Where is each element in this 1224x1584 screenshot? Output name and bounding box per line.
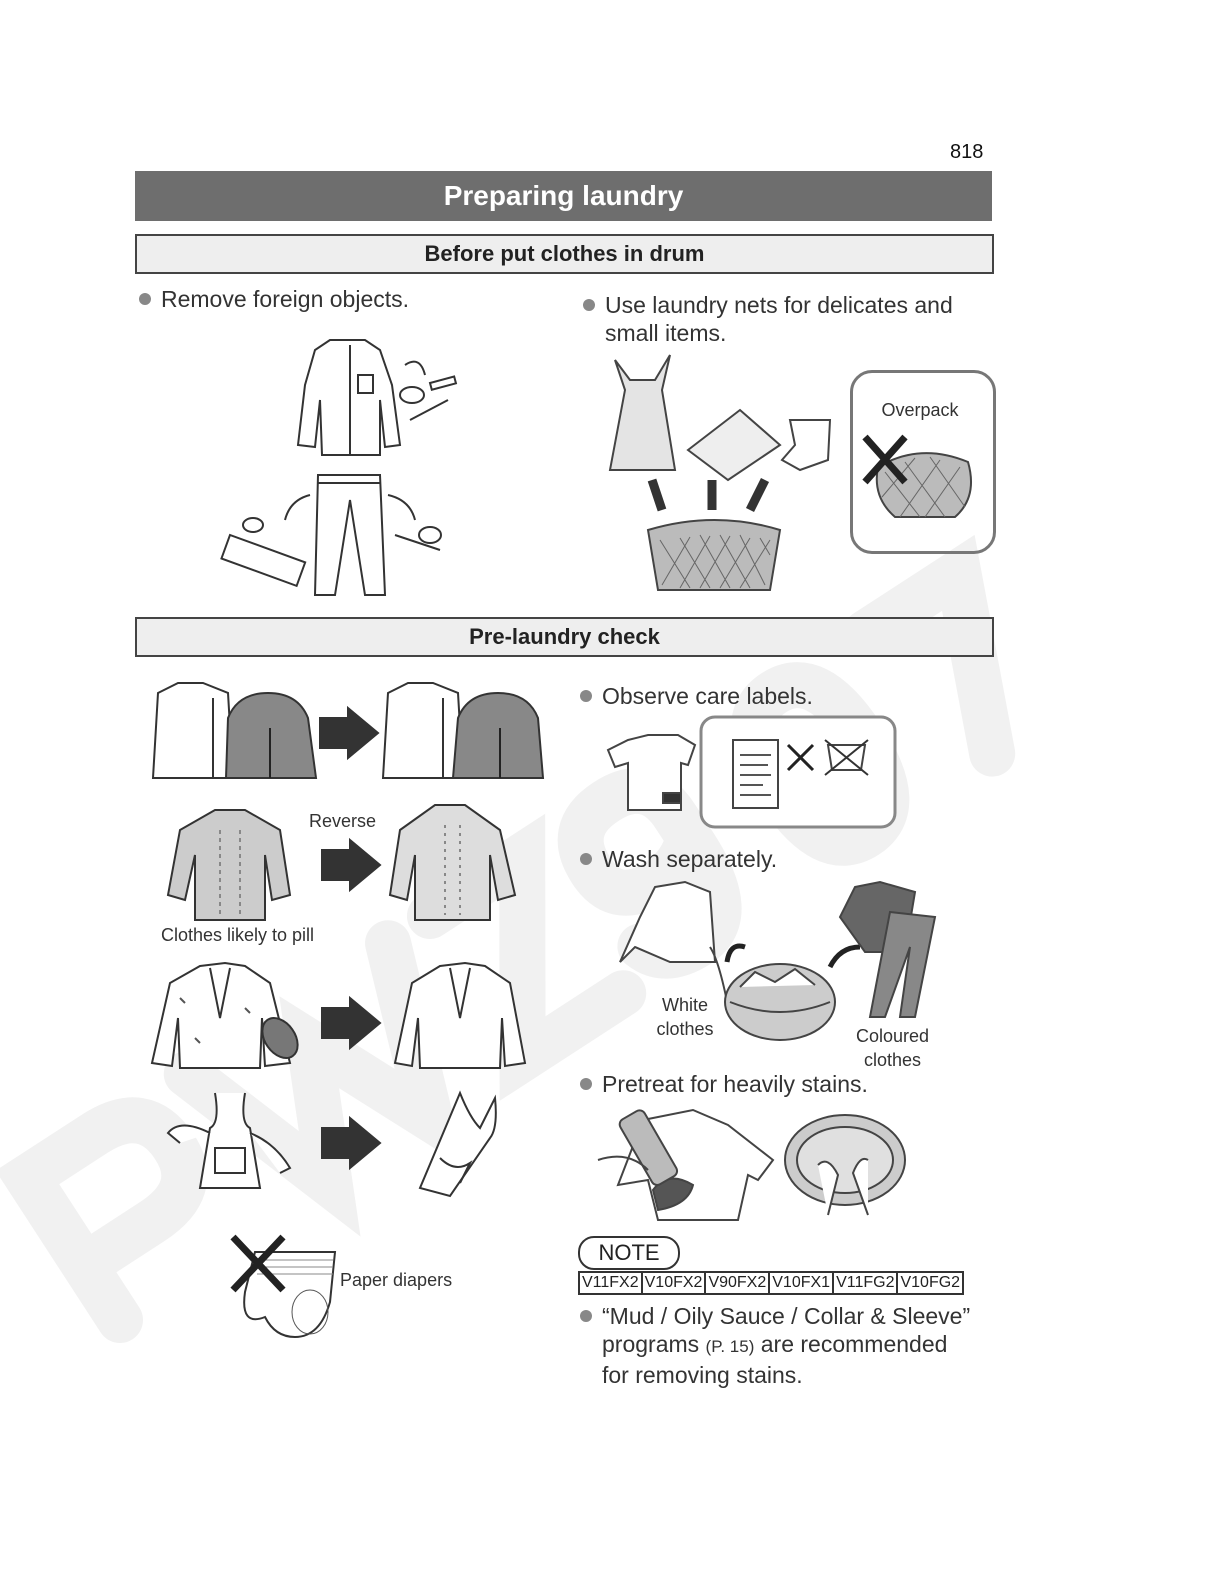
model-tag: V11FX2 [578,1271,643,1295]
pill-label: Clothes likely to pill [160,925,315,945]
model-tag: V90FX2 [704,1271,770,1295]
bullet-pretreat: Pretreat for heavily stains. [580,1070,868,1098]
arrow-right-icon [320,708,378,758]
note-badge: NOTE [578,1236,680,1270]
overpacked-net-illustration [860,432,985,532]
model-tag: V10FX2 [641,1271,707,1295]
towel-icon [688,410,780,480]
arrow-right-icon [322,840,380,890]
sock-icon [782,420,830,470]
overpack-label: Overpack [881,400,959,420]
bullet-dot [580,690,592,702]
note-text: “Mud / Oily Sauce / Collar & Sleeve” programs (P. 15) are recommended for removing stains. [580,1302,990,1389]
model-tag: V10FG2 [896,1271,964,1295]
brush-jacket-illustration [150,958,530,1073]
model-tag: V10FX1 [768,1271,834,1295]
pretreat-illustration [598,1105,918,1225]
white-clothes-label: White clothes [656,995,714,1039]
coin-icon [400,387,424,403]
section-heading-before-drum: Before put clothes in drum [135,234,994,274]
bullet-dot [580,1078,592,1090]
model-tag: V11FG2 [832,1271,898,1295]
page-title: Preparing laundry [135,171,992,221]
bullet-dot [139,293,151,305]
page-number: 818 [950,141,984,163]
tie-strings-illustration [160,1088,530,1198]
reverse-label: Reverse [308,811,377,831]
paper-diapers-label: Paper diapers [340,1270,453,1290]
arrow-curve-icon [830,947,860,967]
remove-objects-illustration [220,325,470,605]
fasten-zips-illustration [148,678,543,788]
bullet-wash-separately: Wash separately. [580,845,777,873]
sweater-icon [168,810,290,920]
reverse-clothes-illustration [160,800,530,925]
bullet-remove-objects: Remove foreign objects. [139,285,409,313]
care-label-illustration [603,715,898,830]
bullet-dot [580,853,592,865]
pants-icon [315,475,385,595]
laundry-basket-icon [725,964,835,1040]
arrow-curve-icon [727,946,745,962]
bullet-dot [580,1310,592,1322]
bullet-care-labels: Observe care labels. [580,682,813,710]
bullet-laundry-nets: Use laundry nets for delicates and small items. [583,291,953,347]
apron-tied-icon [420,1093,496,1196]
arrow-right-icon [322,1118,380,1168]
white-clothes-icon [620,882,715,962]
arrow-right-icon [322,998,380,1048]
sweater-reversed-icon [390,805,515,920]
coloured-clothes-label: Coloured clothes [855,1026,930,1070]
laundry-net-illustration [600,350,840,600]
paper-diapers-illustration [225,1232,345,1347]
bullet-dot [583,299,595,311]
camisole-icon [610,355,675,470]
section-heading-pre-laundry: Pre-laundry check [135,617,994,657]
model-list [578,1271,962,1295]
card-icon [221,535,305,586]
